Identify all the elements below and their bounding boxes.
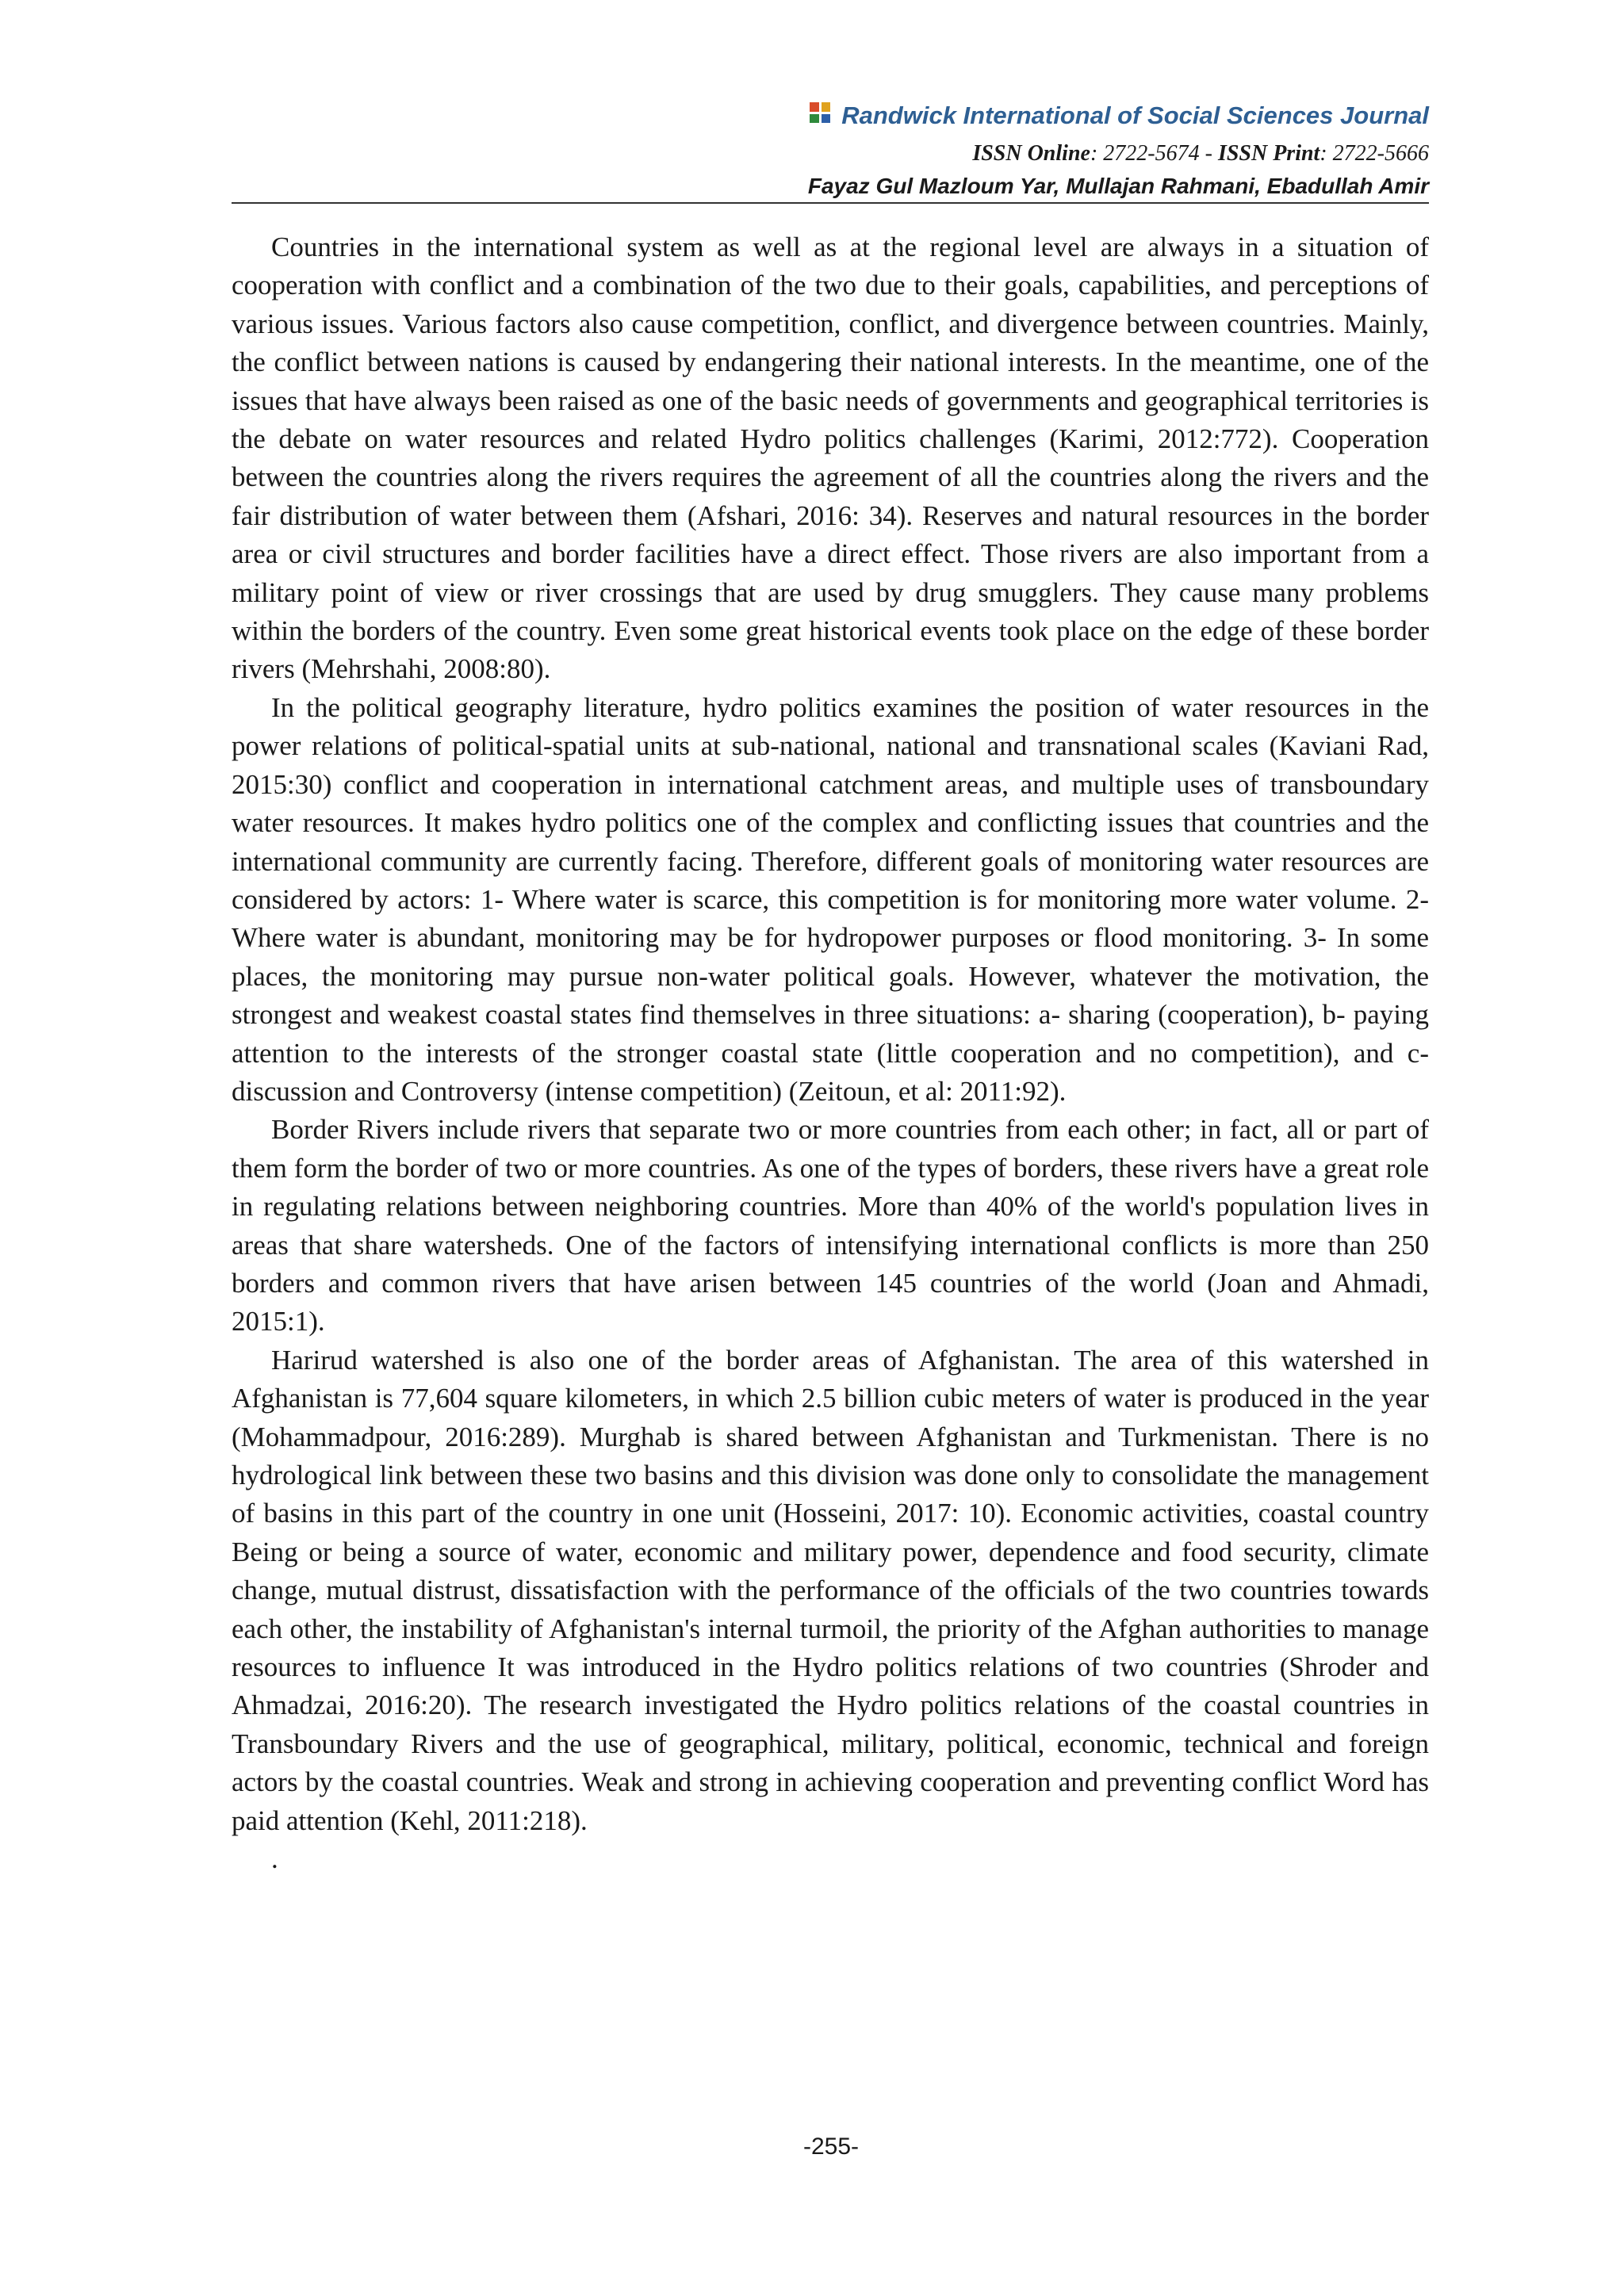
paragraph: Border Rivers include rivers that separate two or more countries from each other; in fact, all or part of them form the border of two or more countries. As one of the types of borders, these rivers have a great role in regulating relations between neighboring countries. More than 40% of the world's population lives in areas that share watersheds. One of the factors of intensifying international conflicts is more than 250 borders and common rivers that have arisen between 145 countries of the world (Joan and Ahmadi, 2015:1). — [232, 1114, 1429, 1337]
trailing-mark: . — [271, 1843, 278, 1875]
journal-line — [232, 94, 1429, 138]
issn-print-label: ISSN Print — [1217, 141, 1320, 166]
paragraph: Harirud watershed is also one of the border areas of Afghanistan. The area of this watershed in Afghanistan is 77,604 square kilometers, in which 2.5 billion cubic meters of water is produced in the year (Mohammadpour, 2016:289). Murghab is shared between Afghanistan and Turkmenistan. There is no hydrological link between these two basins and this division was done only to consolidate the management of basins in this part of the country in one unit (Hosseini, 2017: 10). Economic activities, coastal country Being or being a source of water, economic and military power, dependence and food security, climate change, mutual distrust, dissatisfaction with the performance of the officials of the two countries towards each other, the instability of Afghanistan's internal turmoil, the priority of the Afghan authorities to manage resources to influence It was introduced in the Hydro politics relations of two countries (Shroder and Ahmadzai, 2016:20). The research investigated the Hydro politics relations of the coastal countries in Transboundary Rivers and the use of geographical, military, political, economic, technical and foreign actors by the coastal countries. Weak and strong in achieving cooperation and preventing conflict Word has paid attention (Kehl, 2011:218). — [232, 1344, 1429, 1836]
paragraph: In the political geography literature, hydro politics examines the position of water resources in the power relations of political-spatial units at sub-national, national and transnational scales (Kaviani Rad, 2015:30) conflict and cooperation in international catchment areas, and multiple uses of transboundary water resources. It makes hydro politics one of the complex and conflicting issues that countries and the international community are currently facing. Therefore, different goals of monitoring water resources are considered by actors: 1- Where water is scarce, this competition is for monitoring more water volume. 2- Where water is abundant, monitoring may be for hydropower purposes or flood monitoring. 3- In some places, the monitoring may pursue non-water political goals. However, whatever the motivation, the strongest and weakest coastal states find themselves in three situations: a- sharing (cooperation), b- paying attention to the interests of the stronger coastal state (little cooperation and no competition), and c- discussion and Controversy (intense competition) (Zeitoun, et al: 2011:92). — [232, 691, 1429, 1107]
issn-online-label: ISSN Online — [972, 141, 1090, 166]
journal-logo-icon — [810, 102, 830, 123]
issn-line — [232, 138, 1429, 170]
article-body — [232, 228, 1429, 1878]
header-divider — [232, 202, 1429, 204]
issn-print: : 2722-5666 — [1320, 141, 1429, 166]
running-header — [232, 94, 1429, 203]
paragraph: Countries in the international system as well as at the regional level are always in a situation of cooperation with conflict and a combination of the two due to their goals, capabilities, and perceptions of various issues. Various factors also cause competition, conflict, and divergence between countries. Mainly, the conflict between nations is caused by endangering their national interests. In the meantime, one of the issues that have always been raised as one of the basic needs of governments and geographical territories is the debate on water resources and related Hydro politics challenges (Karimi, 2012:772). Cooperation between the countries along the rivers requires the agreement of all the countries along the rivers and the fair distribution of water between them (Afshari, 2016: 34). Reserves and natural resources in the border area or civil structures and border facilities have a direct effect. Those rivers are also important from a military point of view or river crossings that are used by drug smugglers. They cause many problems within the borders of the country. Even some great historical events took place on the edge of these border rivers (Mehrshahi, 2008:80). — [232, 232, 1429, 685]
authors-line: Fayaz Gul Mazloum Yar, Mullajan Rahmani, Ebadullah Amir — [807, 174, 1429, 198]
page-number: -255- — [802, 2133, 860, 2160]
issn-online: : 2722-5674 - — [1090, 141, 1218, 166]
journal-title: Randwick International of Social Sciences Journal — [841, 101, 1429, 129]
